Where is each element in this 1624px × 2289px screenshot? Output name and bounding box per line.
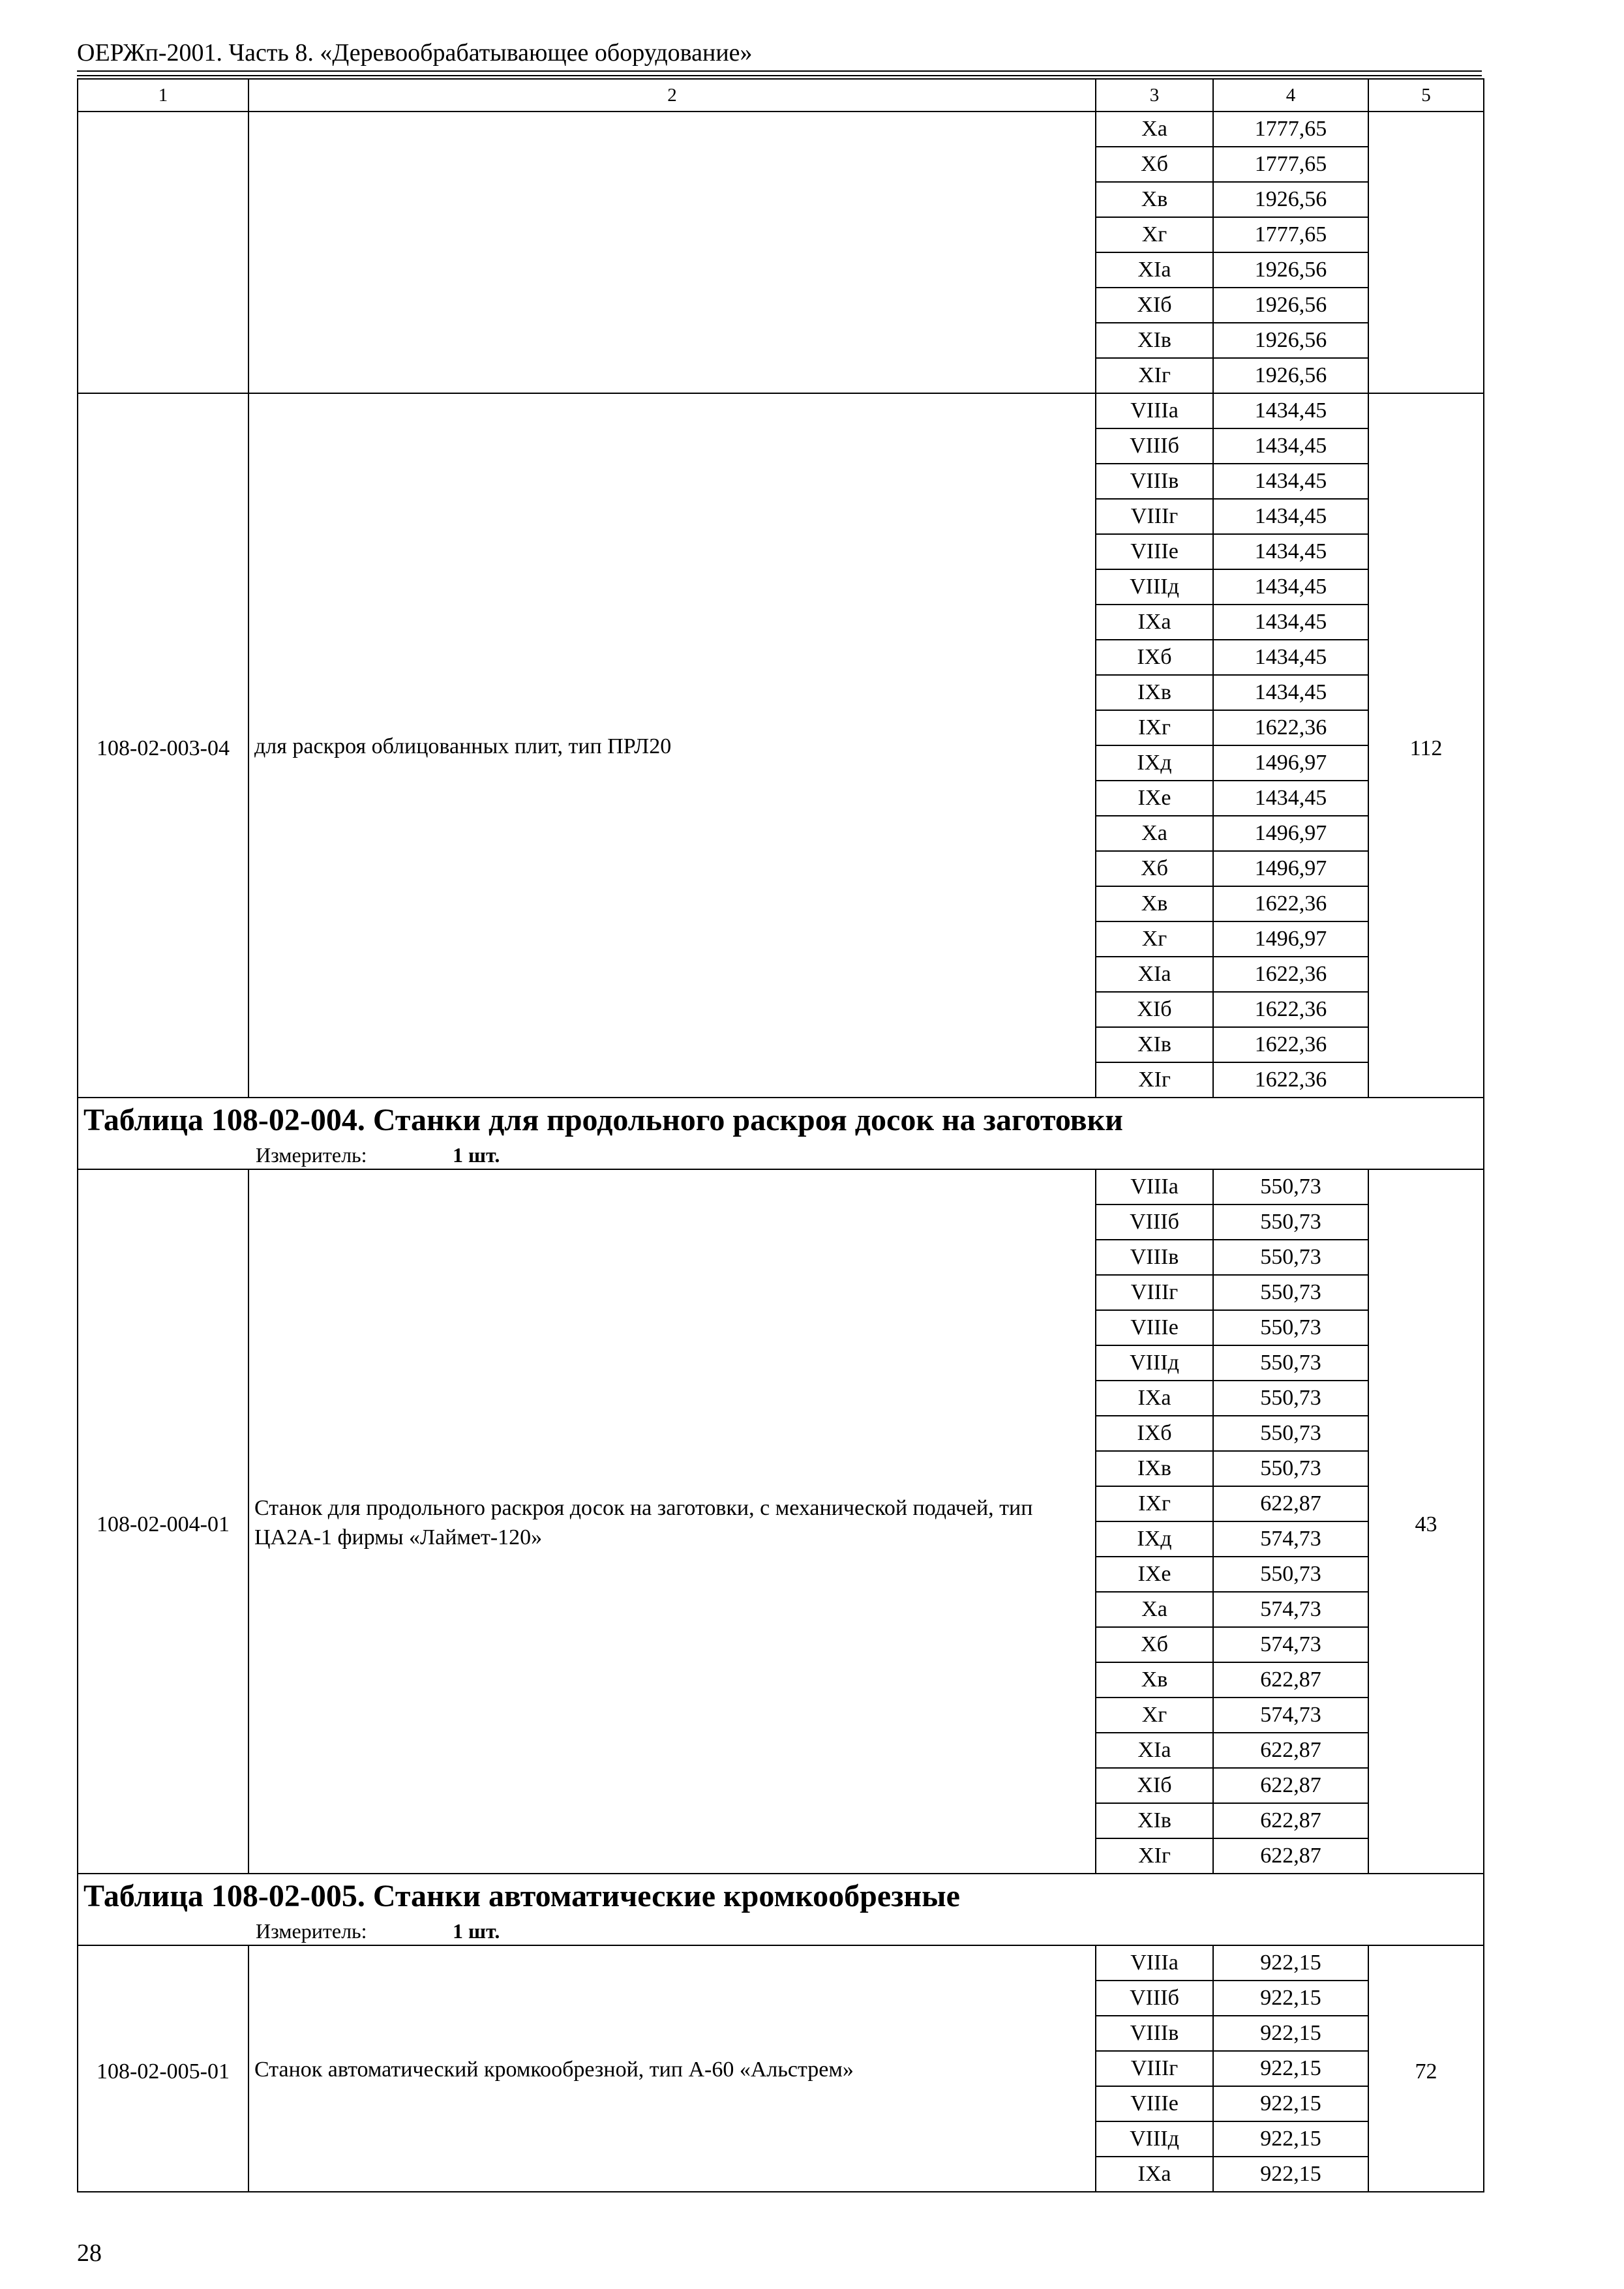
price-cell: 574,73	[1213, 1592, 1368, 1627]
region-code-cell: VIIIг	[1096, 499, 1213, 534]
rates-table	[77, 78, 1484, 2192]
region-code-cell: IXа	[1096, 605, 1213, 640]
page-number: 28	[77, 2239, 102, 2267]
column-5-value: 112	[1409, 736, 1443, 760]
price-cell: 1926,56	[1213, 323, 1368, 358]
price-cell: 550,73	[1213, 1275, 1368, 1310]
region-code-cell: Xг	[1096, 1698, 1213, 1733]
price-cell: 1434,45	[1213, 781, 1368, 816]
price-cell: 1434,45	[1213, 569, 1368, 605]
region-code-cell: IXа	[1096, 2157, 1213, 2192]
measure-value: 1 шт.	[453, 1919, 500, 1943]
price-cell: 1622,36	[1213, 992, 1368, 1027]
measure-line	[78, 1144, 1483, 1167]
region-code-cell: VIIIд	[1096, 1345, 1213, 1381]
table-title-cell	[78, 1874, 1484, 1919]
price-cell: 922,15	[1213, 2086, 1368, 2121]
region-code-cell: IXв	[1096, 1451, 1213, 1486]
price-cell: 1434,45	[1213, 640, 1368, 675]
region-code-cell: Xг	[1096, 217, 1213, 252]
table-title-row	[78, 1098, 1484, 1143]
table-title-row	[78, 1874, 1484, 1919]
price-cell: 1434,45	[1213, 499, 1368, 534]
region-code-cell: VIIIд	[1096, 2121, 1213, 2157]
item-description: Станок для продольного раскроя досок на заготовки, с механической подачей, тип ЦА2А-1 фирмы «Лаймет-120»	[254, 1495, 1033, 1549]
column-number: 4	[1213, 79, 1368, 112]
column-5-cell	[1368, 112, 1484, 393]
region-code-cell: VIIIб	[1096, 1204, 1213, 1240]
region-code-cell: Xг	[1096, 921, 1213, 957]
region-code-cell: IXа	[1096, 1381, 1213, 1416]
price-cell: 1434,45	[1213, 675, 1368, 710]
item-code: 108-02-005-01	[97, 2059, 230, 2084]
region-code-cell: IXе	[1096, 1557, 1213, 1592]
region-code-cell: IXг	[1096, 710, 1213, 745]
region-code-cell: Xб	[1096, 147, 1213, 182]
price-cell: 574,73	[1213, 1627, 1368, 1662]
region-code-cell: XIв	[1096, 1027, 1213, 1062]
item-description: Станок автоматический кромкообрезной, тип А-60 «Альстрем»	[254, 2057, 854, 2082]
price-cell: 922,15	[1213, 2121, 1368, 2157]
column-number: 2	[248, 79, 1096, 112]
region-code-cell: VIIIв	[1096, 464, 1213, 499]
region-code-cell: Xв	[1096, 1662, 1213, 1698]
price-cell: 1622,36	[1213, 1027, 1368, 1062]
region-code-cell: VIIIд	[1096, 569, 1213, 605]
measure-label: Измеритель:	[256, 1143, 367, 1167]
region-code-cell: VIIIе	[1096, 534, 1213, 569]
price-cell: 550,73	[1213, 1451, 1368, 1486]
region-code-cell: XIб	[1096, 992, 1213, 1027]
price-cell: 922,15	[1213, 1945, 1368, 1981]
column-5-value: 72	[1415, 2059, 1437, 2084]
table-row	[78, 112, 1484, 147]
price-cell: 1496,97	[1213, 745, 1368, 781]
region-code-cell: XIг	[1096, 1838, 1213, 1874]
table-row	[78, 1945, 1484, 1981]
region-code-cell: XIа	[1096, 957, 1213, 992]
price-cell: 1434,45	[1213, 428, 1368, 464]
header-rule-bottom	[77, 75, 1482, 76]
region-code-cell: XIг	[1096, 1062, 1213, 1098]
document-header: ОЕРЖп-2001. Часть 8. «Деревообрабатывающее оборудование»	[77, 39, 753, 67]
region-code-cell: VIIIг	[1096, 1275, 1213, 1310]
price-cell: 1622,36	[1213, 886, 1368, 921]
price-cell: 574,73	[1213, 1521, 1368, 1557]
measure-label: Измеритель:	[256, 1919, 367, 1943]
price-cell: 1926,56	[1213, 288, 1368, 323]
price-cell: 1434,45	[1213, 605, 1368, 640]
table-title: Таблица 108-02-004. Станки для продольного раскроя досок на заготовки	[83, 1103, 1123, 1137]
measure-cell	[78, 1919, 1484, 1945]
measure-row	[78, 1143, 1484, 1169]
region-code-cell: XIб	[1096, 1768, 1213, 1803]
price-cell: 550,73	[1213, 1169, 1368, 1204]
measure-value: 1 шт.	[453, 1143, 500, 1167]
price-cell: 1926,56	[1213, 358, 1368, 393]
item-description-cell	[248, 1169, 1096, 1874]
item-code-cell	[78, 1169, 248, 1874]
region-code-cell: Xв	[1096, 886, 1213, 921]
price-cell: 622,87	[1213, 1486, 1368, 1521]
price-cell: 1622,36	[1213, 710, 1368, 745]
price-cell: 550,73	[1213, 1240, 1368, 1275]
rates-table-body	[78, 79, 1484, 2192]
item-code-cell	[78, 1945, 248, 2192]
region-code-cell: VIIIе	[1096, 1310, 1213, 1345]
region-code-cell: XIб	[1096, 288, 1213, 323]
measure-row	[78, 1919, 1484, 1945]
region-code-cell: Xа	[1096, 112, 1213, 147]
region-code-cell: IXв	[1096, 675, 1213, 710]
region-code-cell: VIIIа	[1096, 393, 1213, 428]
table-title-cell	[78, 1098, 1484, 1143]
region-code-cell: VIIIе	[1096, 2086, 1213, 2121]
column-number-row	[78, 79, 1484, 112]
item-code: 108-02-004-01	[97, 1512, 230, 1536]
price-cell: 922,15	[1213, 2157, 1368, 2192]
price-cell: 1777,65	[1213, 147, 1368, 182]
price-cell: 622,87	[1213, 1768, 1368, 1803]
price-cell: 1496,97	[1213, 816, 1368, 851]
price-cell: 1434,45	[1213, 534, 1368, 569]
measure-cell	[78, 1143, 1484, 1169]
region-code-cell: XIа	[1096, 252, 1213, 288]
price-cell: 550,73	[1213, 1204, 1368, 1240]
price-cell: 574,73	[1213, 1698, 1368, 1733]
column-number: 5	[1368, 79, 1484, 112]
region-code-cell: XIв	[1096, 323, 1213, 358]
price-cell: 1777,65	[1213, 217, 1368, 252]
price-cell: 550,73	[1213, 1557, 1368, 1592]
table-row	[78, 1169, 1484, 1204]
region-code-cell: Xа	[1096, 816, 1213, 851]
price-cell: 1622,36	[1213, 957, 1368, 992]
region-code-cell: XIв	[1096, 1803, 1213, 1838]
column-5-cell	[1368, 1169, 1484, 1874]
price-cell: 622,87	[1213, 1733, 1368, 1768]
price-cell: 550,73	[1213, 1416, 1368, 1451]
region-code-cell: Xа	[1096, 1592, 1213, 1627]
price-cell: 1434,45	[1213, 464, 1368, 499]
price-cell: 622,87	[1213, 1662, 1368, 1698]
price-cell: 1926,56	[1213, 252, 1368, 288]
price-cell: 550,73	[1213, 1345, 1368, 1381]
price-cell: 922,15	[1213, 2016, 1368, 2051]
region-code-cell: VIIIб	[1096, 1981, 1213, 2016]
price-cell: 550,73	[1213, 1381, 1368, 1416]
price-cell: 1926,56	[1213, 182, 1368, 217]
item-description-cell	[248, 112, 1096, 393]
price-cell: 922,15	[1213, 1981, 1368, 2016]
region-code-cell: IXд	[1096, 1521, 1213, 1557]
price-cell: 622,87	[1213, 1803, 1368, 1838]
column-5-cell	[1368, 393, 1484, 1098]
item-code-cell	[78, 112, 248, 393]
item-description-cell	[248, 1945, 1096, 2192]
column-number: 3	[1096, 79, 1213, 112]
column-5-value: 43	[1415, 1512, 1437, 1536]
region-code-cell: VIIIа	[1096, 1945, 1213, 1981]
item-code-cell	[78, 393, 248, 1098]
price-cell: 622,87	[1213, 1838, 1368, 1874]
price-cell: 1496,97	[1213, 851, 1368, 886]
region-code-cell: IXд	[1096, 745, 1213, 781]
price-cell: 1496,97	[1213, 921, 1368, 957]
region-code-cell: Xб	[1096, 1627, 1213, 1662]
region-code-cell: VIIIб	[1096, 428, 1213, 464]
price-cell: 1777,65	[1213, 112, 1368, 147]
region-code-cell: VIIIа	[1096, 1169, 1213, 1204]
item-description: для раскроя облицованных плит, тип ПРЛ20	[254, 734, 672, 758]
item-code: 108-02-003-04	[97, 736, 230, 760]
region-code-cell: VIIIв	[1096, 2016, 1213, 2051]
table-title: Таблица 108-02-005. Станки автоматические кромкообрезные	[83, 1879, 960, 1913]
column-number: 1	[78, 79, 248, 112]
region-code-cell: VIIIв	[1096, 1240, 1213, 1275]
region-code-cell: Xв	[1096, 182, 1213, 217]
price-cell: 550,73	[1213, 1310, 1368, 1345]
price-cell: 1622,36	[1213, 1062, 1368, 1098]
region-code-cell: XIа	[1096, 1733, 1213, 1768]
price-cell: 922,15	[1213, 2051, 1368, 2086]
region-code-cell: XIг	[1096, 358, 1213, 393]
header-rule-top	[77, 70, 1482, 72]
table-row	[78, 393, 1484, 428]
region-code-cell: Xб	[1096, 851, 1213, 886]
column-5-cell	[1368, 1945, 1484, 2192]
region-code-cell: IXе	[1096, 781, 1213, 816]
measure-line	[78, 1921, 1483, 1943]
price-cell: 1434,45	[1213, 393, 1368, 428]
region-code-cell: IXб	[1096, 640, 1213, 675]
region-code-cell: IXб	[1096, 1416, 1213, 1451]
region-code-cell: VIIIг	[1096, 2051, 1213, 2086]
item-description-cell	[248, 393, 1096, 1098]
region-code-cell: IXг	[1096, 1486, 1213, 1521]
